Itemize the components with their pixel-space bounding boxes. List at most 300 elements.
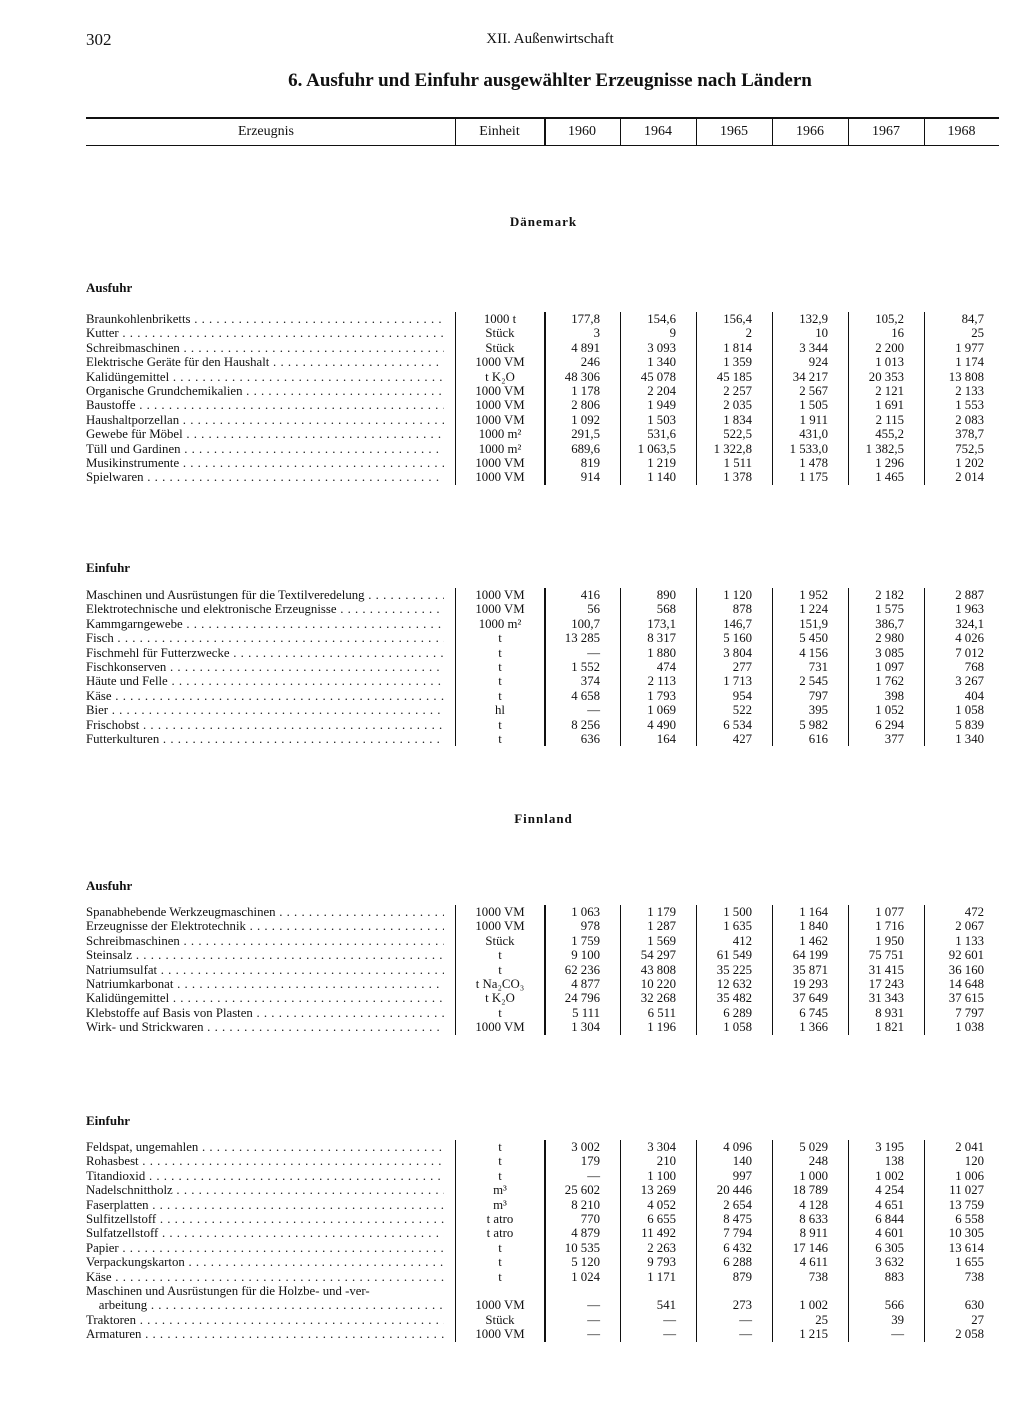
- value-cell: 3 804: [723, 645, 752, 660]
- value-cell: 1 058: [723, 1020, 752, 1035]
- value-cell: 768: [964, 659, 984, 674]
- value-cell: 689,6: [571, 441, 600, 456]
- value-cell: 1 174: [955, 355, 984, 370]
- value-cell: 1 202: [955, 455, 984, 470]
- unit-cell: 1000 VM: [475, 1020, 525, 1035]
- header-year: 1964: [644, 124, 672, 139]
- product-name: Wirk- und Strickwaren . . .: [86, 1020, 444, 1034]
- value-cell: 12 632: [716, 976, 752, 991]
- table-row: [86, 1183, 999, 1197]
- unit-cell: t K₂O: [485, 991, 515, 1006]
- unit-cell: t: [498, 1005, 502, 1020]
- value-cell: 39: [891, 1312, 904, 1327]
- value-cell: 10 305: [948, 1226, 984, 1241]
- value-cell: 1 120: [723, 588, 752, 602]
- value-cell: 1 759: [571, 933, 600, 948]
- header-year: 1966: [796, 124, 824, 139]
- product-name: Fisch . . .: [86, 631, 444, 645]
- table-row: [86, 312, 999, 326]
- section-label-import: Einfuhr: [86, 1113, 131, 1128]
- value-cell: 173,1: [647, 616, 676, 631]
- unit-cell: 1000 VM: [475, 588, 525, 602]
- value-cell: 541: [656, 1298, 676, 1313]
- value-cell: 1 949: [647, 398, 676, 413]
- value-cell: 3 093: [647, 340, 676, 355]
- value-cell: 4 877: [571, 976, 600, 991]
- header-year: 1967: [872, 124, 900, 139]
- product-name: Käse . . .: [86, 689, 444, 703]
- product-name: Klebstoffe auf Basis von Plasten . . .: [86, 1006, 444, 1020]
- product-name: Frischobst . . .: [86, 718, 444, 732]
- value-cell: 4 658: [571, 688, 600, 703]
- value-cell: 4 601: [875, 1226, 904, 1241]
- value-cell: 914: [580, 470, 600, 485]
- product-name: Armaturen . . .: [86, 1327, 444, 1341]
- value-cell: 84,7: [961, 312, 984, 326]
- value-cell: 1 092: [571, 412, 600, 427]
- unit-cell: 1000 VM: [475, 470, 525, 485]
- table-row: [86, 456, 999, 470]
- country-heading-finland: Finnland: [514, 811, 573, 826]
- value-cell: 374: [580, 674, 600, 689]
- value-cell: 3 002: [571, 1140, 600, 1154]
- value-cell: 3 304: [647, 1140, 676, 1154]
- product-name: Kalidüngemittel . . .: [86, 991, 444, 1005]
- value-cell: 1 505: [799, 398, 828, 413]
- table-row: [86, 398, 999, 412]
- value-cell: 138: [884, 1154, 904, 1169]
- value-cell: 1 097: [875, 659, 904, 674]
- value-cell: 6 289: [723, 1005, 752, 1020]
- value-cell: 17 146: [792, 1240, 828, 1255]
- table-row: [86, 1169, 999, 1183]
- value-cell: 1 178: [571, 383, 600, 398]
- value-cell: 4 879: [571, 1226, 600, 1241]
- value-cell: 5 160: [723, 631, 752, 646]
- unit-cell: t: [498, 1269, 502, 1284]
- unit-cell: t: [498, 1140, 502, 1154]
- value-cell: 5 120: [571, 1255, 600, 1270]
- chapter-heading: XII. Außenwirtschaft: [486, 31, 614, 47]
- value-cell: 1 382,5: [865, 441, 904, 456]
- product-name: Tüll und Gardinen . . .: [86, 442, 444, 456]
- header-top-rule: [86, 117, 999, 119]
- column-separator: [848, 905, 849, 1035]
- table-row: [86, 1154, 999, 1168]
- value-cell: 2 115: [875, 412, 904, 427]
- value-cell: 738: [808, 1269, 828, 1284]
- value-cell: 120: [964, 1154, 984, 1169]
- unit-cell: 1000 m²: [478, 427, 522, 442]
- value-cell: 6 305: [875, 1240, 904, 1255]
- value-cell: 2 263: [647, 1240, 676, 1255]
- column-separator: [620, 312, 621, 485]
- column-separator: [696, 905, 697, 1035]
- table-row: [86, 341, 999, 355]
- column-separator: [620, 1140, 621, 1342]
- value-cell: 324,1: [955, 616, 984, 631]
- unit-cell: 1000 VM: [475, 919, 525, 934]
- table-row: [86, 674, 999, 688]
- value-cell: 13 808: [948, 369, 984, 384]
- product-name: Elektrotechnische und elektronische Erzeugnisse . . .: [86, 602, 444, 616]
- value-cell: 1 133: [955, 933, 984, 948]
- unit-cell: 1000 t: [483, 312, 517, 326]
- unit-cell: 1000 m²: [478, 441, 522, 456]
- column-separator: [772, 312, 773, 485]
- value-cell: 13 285: [564, 631, 600, 646]
- value-cell: 1 052: [875, 703, 904, 718]
- value-cell: 37 649: [792, 991, 828, 1006]
- value-cell: 19 293: [792, 976, 828, 991]
- value-cell: 1 171: [647, 1269, 676, 1284]
- value-cell: 630: [964, 1298, 984, 1313]
- value-cell: 20 353: [868, 369, 904, 384]
- value-cell: 2 067: [955, 919, 984, 934]
- column-separator: [455, 312, 456, 485]
- table-row: [86, 977, 999, 991]
- header-year: 1968: [947, 124, 976, 139]
- value-cell: 770: [580, 1211, 600, 1226]
- data-block: [86, 312, 999, 485]
- unit-cell: Stück: [485, 1312, 515, 1327]
- value-cell: 416: [580, 588, 600, 602]
- value-cell: 6 294: [875, 717, 904, 732]
- value-cell: 4 891: [571, 340, 600, 355]
- value-cell: 62 236: [564, 962, 600, 977]
- table-row: [86, 963, 999, 977]
- value-cell: 7 797: [955, 1005, 984, 1020]
- value-cell: 1 977: [955, 340, 984, 355]
- value-cell: 248: [808, 1154, 828, 1169]
- table-row: [86, 427, 999, 441]
- value-cell: 154,6: [647, 312, 676, 326]
- value-cell: 1 224: [799, 602, 828, 617]
- value-cell: 9 100: [571, 948, 600, 963]
- value-cell: 1 340: [955, 731, 984, 746]
- value-cell: 164: [656, 731, 676, 746]
- value-cell: 140: [732, 1154, 752, 1169]
- value-cell: 427: [732, 731, 752, 746]
- unit-cell: t: [498, 1240, 502, 1255]
- value-cell: 1 762: [875, 674, 904, 689]
- product-name: Rohasbest . . .: [86, 1154, 444, 1168]
- value-cell: 1 100: [647, 1168, 676, 1183]
- value-cell: 474: [656, 659, 676, 674]
- value-cell: 6 558: [955, 1211, 984, 1226]
- value-cell: 1 950: [875, 933, 904, 948]
- value-cell: 54 297: [640, 948, 676, 963]
- value-cell: 246: [580, 355, 600, 370]
- table-row: [86, 413, 999, 427]
- value-cell: 636: [580, 731, 600, 746]
- product-name: Kalidüngemittel . . .: [86, 370, 444, 384]
- column-separator: [848, 1140, 849, 1342]
- value-cell: 731: [808, 659, 828, 674]
- unit-cell: Stück: [485, 933, 515, 948]
- value-cell: —: [739, 1327, 752, 1342]
- value-cell: 16: [891, 326, 904, 341]
- value-cell: 2 204: [647, 383, 676, 398]
- value-cell: 277: [732, 659, 752, 674]
- table-row: [86, 919, 999, 933]
- value-cell: 11 492: [641, 1226, 676, 1241]
- unit-cell: 1000 VM: [475, 412, 525, 427]
- value-cell: 20 446: [716, 1183, 752, 1198]
- unit-cell: t atro: [486, 1211, 514, 1226]
- value-cell: —: [587, 1327, 600, 1342]
- value-cell: —: [891, 1327, 904, 1342]
- value-cell: 954: [732, 688, 752, 703]
- table-row: [86, 905, 999, 919]
- value-cell: 5 839: [955, 717, 984, 732]
- value-cell: 6 511: [647, 1005, 676, 1020]
- value-cell: 2 980: [875, 631, 904, 646]
- value-cell: 378,7: [955, 427, 984, 442]
- column-separator: [772, 905, 773, 1035]
- value-cell: 819: [580, 455, 600, 470]
- column-separator: [620, 905, 621, 1035]
- value-cell: 179: [580, 1154, 600, 1169]
- value-cell: 1 880: [647, 645, 676, 660]
- value-cell: 4 096: [723, 1140, 752, 1154]
- product-name: Schreibmaschinen . . .: [86, 341, 444, 355]
- value-cell: 1 179: [647, 905, 676, 919]
- value-cell: 1 340: [647, 355, 676, 370]
- value-cell: 431,0: [799, 427, 828, 442]
- value-cell: 11 027: [949, 1183, 984, 1198]
- value-cell: 2 545: [799, 674, 828, 689]
- table-row: [86, 370, 999, 384]
- value-cell: 8 931: [875, 1005, 904, 1020]
- value-cell: 4 156: [799, 645, 828, 660]
- value-cell: 752,5: [955, 441, 984, 456]
- value-cell: 56: [587, 602, 600, 617]
- value-cell: 2 257: [723, 383, 752, 398]
- column-separator: [848, 588, 849, 746]
- product-name: Bier . . .: [86, 703, 444, 717]
- product-name: Titandioxid . . .: [86, 1169, 444, 1183]
- value-cell: 6 432: [723, 1240, 752, 1255]
- value-cell: 7 012: [955, 645, 984, 660]
- value-cell: 25: [971, 326, 984, 341]
- value-cell: 4 611: [799, 1255, 828, 1270]
- value-cell: 1 500: [723, 905, 752, 919]
- product-name: Spielwaren . . .: [86, 470, 444, 484]
- value-cell: 1 196: [647, 1020, 676, 1035]
- table-row: [86, 1212, 999, 1226]
- unit-cell: t: [498, 688, 502, 703]
- unit-cell: 1000 VM: [475, 602, 525, 617]
- unit-cell: t: [498, 717, 502, 732]
- value-cell: 1 478: [799, 455, 828, 470]
- value-cell: —: [587, 1168, 600, 1183]
- value-cell: 2 014: [955, 470, 984, 485]
- product-name: Papier . . .: [86, 1241, 444, 1255]
- value-cell: 31 343: [868, 991, 904, 1006]
- value-cell: 273: [732, 1298, 752, 1313]
- value-cell: 1 322,8: [713, 441, 752, 456]
- value-cell: 10 535: [564, 1240, 600, 1255]
- product-name: Natriumkarbonat . . .: [86, 977, 444, 991]
- value-cell: 997: [732, 1168, 752, 1183]
- value-cell: 1 164: [799, 905, 828, 919]
- value-cell: 37 615: [948, 991, 984, 1006]
- table-row: [86, 384, 999, 398]
- value-cell: 978: [580, 919, 600, 934]
- value-cell: 878: [732, 602, 752, 617]
- product-name: Sulfatzellstoff . . .: [86, 1226, 444, 1240]
- table-row: [86, 1298, 999, 1312]
- value-cell: 398: [884, 688, 904, 703]
- value-cell: 616: [808, 731, 828, 746]
- unit-cell: 1000 VM: [475, 1327, 525, 1342]
- column-separator: [924, 1140, 925, 1342]
- value-cell: 4 128: [799, 1197, 828, 1212]
- header-year: 1965: [720, 124, 748, 139]
- section-label-export: Ausfuhr: [86, 878, 133, 893]
- value-cell: 8 256: [571, 717, 600, 732]
- table-row: [86, 1284, 999, 1298]
- value-cell: 6 745: [799, 1005, 828, 1020]
- value-cell: 2 035: [723, 398, 752, 413]
- value-cell: 924: [808, 355, 828, 370]
- value-cell: 1 691: [875, 398, 904, 413]
- page-number: 302: [86, 30, 112, 49]
- table-row: [86, 1270, 999, 1284]
- value-cell: 1 215: [799, 1327, 828, 1342]
- column-separator: [924, 312, 925, 485]
- value-cell: 1 552: [571, 659, 600, 674]
- column-separator: [544, 588, 546, 746]
- value-cell: 566: [884, 1298, 904, 1313]
- product-name: Steinsalz . . .: [86, 948, 444, 962]
- value-cell: 1 002: [799, 1298, 828, 1313]
- table-row: [86, 602, 999, 616]
- value-cell: 1 359: [723, 355, 752, 370]
- value-cell: 4 490: [647, 717, 676, 732]
- data-block: [86, 1140, 999, 1341]
- product-name: Verpackungskarton . . .: [86, 1255, 444, 1269]
- value-cell: 2 654: [723, 1197, 752, 1212]
- value-cell: 2 058: [955, 1327, 984, 1342]
- product-name: Spanabhebende Werkzeugmaschinen . . .: [86, 905, 444, 919]
- column-separator: [696, 588, 697, 746]
- value-cell: 1 963: [955, 602, 984, 617]
- value-cell: 1 063,5: [637, 441, 676, 456]
- table-row: [86, 631, 999, 645]
- value-cell: 2 133: [955, 383, 984, 398]
- unit-cell: 1000 VM: [475, 905, 525, 919]
- column-separator: [696, 1140, 697, 1342]
- column-separator: [772, 588, 773, 746]
- value-cell: 6 288: [723, 1255, 752, 1270]
- value-cell: 3: [593, 326, 600, 341]
- value-cell: 404: [964, 688, 984, 703]
- value-cell: 36 160: [948, 962, 984, 977]
- value-cell: 1 287: [647, 919, 676, 934]
- value-cell: 1 140: [647, 470, 676, 485]
- unit-cell: m³: [493, 1183, 507, 1198]
- value-cell: 531,6: [647, 427, 676, 442]
- value-cell: 5 450: [799, 631, 828, 646]
- value-cell: 1 716: [875, 919, 904, 934]
- value-cell: 8 911: [799, 1226, 828, 1241]
- value-cell: 6 655: [647, 1211, 676, 1226]
- section-label-import: Einfuhr: [86, 560, 131, 575]
- value-cell: 2 041: [955, 1140, 984, 1154]
- value-cell: —: [587, 1312, 600, 1327]
- value-cell: 10: [815, 326, 828, 341]
- product-name: arbeitung . . .: [86, 1298, 444, 1312]
- data-block: [86, 588, 999, 746]
- value-cell: 48 306: [564, 369, 600, 384]
- unit-cell: hl: [495, 703, 505, 718]
- value-cell: 61 549: [716, 948, 752, 963]
- value-cell: 92 601: [948, 948, 984, 963]
- unit-cell: t: [498, 1168, 502, 1183]
- table-row: [86, 948, 999, 962]
- value-cell: 1 553: [955, 398, 984, 413]
- product-name: Kammgarngewebe . . .: [86, 617, 444, 631]
- table-row: [86, 646, 999, 660]
- column-separator: [455, 905, 456, 1035]
- column-separator: [620, 588, 621, 746]
- product-name: Natriumsulfat . . .: [86, 963, 444, 977]
- unit-cell: Stück: [485, 340, 515, 355]
- value-cell: 1 006: [955, 1168, 984, 1183]
- country-heading-denmark: Dänemark: [509, 214, 578, 229]
- value-cell: 8 475: [723, 1211, 752, 1226]
- value-cell: 1 175: [799, 470, 828, 485]
- value-cell: 105,2: [875, 312, 904, 326]
- value-cell: 27: [971, 1312, 984, 1327]
- value-cell: 395: [808, 703, 828, 718]
- product-name: Sulfitzellstoff . . .: [86, 1212, 444, 1226]
- value-cell: 45 185: [716, 369, 752, 384]
- value-cell: 132,9: [799, 312, 828, 326]
- column-separator: [455, 588, 456, 746]
- header-unit: Einheit: [479, 124, 520, 139]
- value-cell: 883: [884, 1269, 904, 1284]
- value-cell: 3 344: [799, 340, 828, 355]
- value-cell: 2 113: [647, 674, 676, 689]
- value-cell: 4 254: [875, 1183, 904, 1198]
- product-name: Käse . . .: [86, 1270, 444, 1284]
- value-cell: 2: [745, 326, 752, 341]
- value-cell: —: [739, 1312, 752, 1327]
- column-separator: [696, 312, 697, 485]
- value-cell: 24 796: [564, 991, 600, 1006]
- value-cell: 35 871: [792, 962, 828, 977]
- product-name: Kutter . . .: [86, 326, 444, 340]
- value-cell: 35 225: [716, 962, 752, 977]
- value-cell: 1 533,0: [789, 441, 828, 456]
- column-separator: [455, 1140, 456, 1342]
- value-cell: 9: [669, 326, 676, 341]
- product-name: Traktoren . . .: [86, 1313, 444, 1327]
- product-name: Schreibmaschinen . . .: [86, 934, 444, 948]
- unit-cell: t Na₂CO₃: [475, 976, 525, 991]
- value-cell: 1 219: [647, 455, 676, 470]
- value-cell: 45 078: [640, 369, 676, 384]
- unit-cell: t atro: [486, 1226, 514, 1241]
- value-cell: 1 378: [723, 470, 752, 485]
- value-cell: 1 465: [875, 470, 904, 485]
- unit-cell: 1000 VM: [475, 355, 525, 370]
- value-cell: 2 806: [571, 398, 600, 413]
- value-cell: 8 633: [799, 1211, 828, 1226]
